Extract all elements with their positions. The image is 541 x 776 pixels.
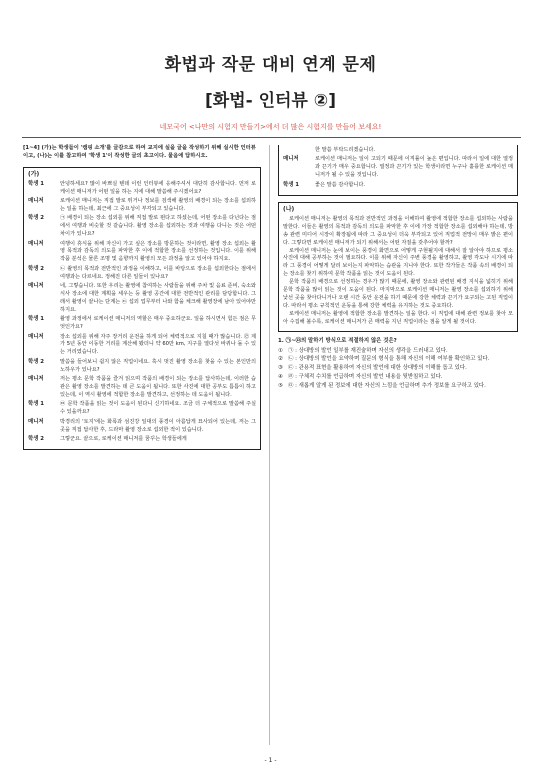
question-stem: 1. ㉠~㉤의 말하기 방식으로 적절하지 않은 것은? xyxy=(278,337,397,344)
answer-option[interactable] xyxy=(278,356,518,364)
column-divider xyxy=(269,145,270,745)
utterance-text: 안녕하세요? 많이 바쁘실 텐데 이런 인터뷰에 응해주셔서 대단히 감사합니다. 먼저 로케이션 매니저가 어떤 일을 하는 지에 대해 말씀해 주시겠어요? xyxy=(60,180,256,195)
speaker-label: 학생 2 xyxy=(28,358,45,365)
speaker-label: 학생 2 xyxy=(28,265,45,272)
interview-turns xyxy=(28,181,256,444)
interview-turns-continued xyxy=(283,147,513,190)
dialogue-turn xyxy=(28,283,256,315)
speaker-label xyxy=(283,147,315,155)
speaker-label: 매니저 xyxy=(28,376,44,383)
document-title: 화법과 작문 대비 연계 문제 xyxy=(164,55,377,75)
utterance-text: 장소 섭외를 위해 자주 장거리 운전을 하게 되어 체력적으로 지칠 때가 많습니다. ㉣ 제가 5년 동안 이동한 거리를 계산해 봤더니 약 60만 km, 지구를 열다섯 바퀴나 돌 수 있는 거리였습니다. xyxy=(60,333,256,356)
dialogue-turn xyxy=(28,266,256,282)
document-subtitle: [화법- 인터뷰 ②] xyxy=(205,91,336,111)
dialogue-turn xyxy=(283,147,513,155)
passage-ga-label: (가) xyxy=(28,170,40,178)
header-rule xyxy=(22,137,521,138)
instructions: [1~4] (가)는 학생들이 '캠핑 소개'를 글감으로 하여 교지에 실을 글을 작성하기 위해 실시한 인터뷰이고, (나)는 이를 참고하여 '학생 1'이 작성한 글의 초고이다. 물음에 답하시오. xyxy=(23,145,256,159)
option-text: ㉣ : 구체적 수치를 언급하며 자신의 발언 내용을 뒷받침하고 있다. xyxy=(288,374,443,381)
dialogue-turn xyxy=(28,241,256,265)
utterance-text: 촬영 과정에서 로케이션 매니저의 역할은 매우 중요하군요. 일을 하시면서 힘든 점은 무엇인가요? xyxy=(60,316,256,331)
utterance-text: 여행이 휴식을 위해 자신이 가고 싶은 장소를 방문하는 것이라면, 촬영 장소 섭외는 촬영 목적과 감독의 의도를 파악한 후 이에 적합한 장소를 선정하는 것입니다. 이를 위해 작품 분석은 물론 조명 및 음향까지 촬영의 모든 과정을 알고 있어야 하지요. xyxy=(60,240,256,263)
speaker-label: 학생 1 xyxy=(28,401,45,408)
answer-option[interactable] xyxy=(278,383,518,391)
dialogue-turn xyxy=(28,334,256,358)
speaker-label: 매니저 xyxy=(28,283,44,290)
answer-options xyxy=(278,348,518,392)
utterance-text: 저는 평소 문학 작품을 즐겨 읽으며 작품의 배경이 되는 장소를 답사하는데, 이러한 습관은 촬영 장소를 발견하는 데 큰 도움이 됩니다. 또한 사진에 대한 공부도 틈틈이 하고 있는데, 이 역시 촬영에 적합한 장소를 발견하고, 선정하는 데 도움이 됩니다. xyxy=(60,376,256,398)
speaker-label: 학생 1 xyxy=(283,181,300,188)
answer-option[interactable] xyxy=(278,365,518,373)
dialogue-turn xyxy=(283,156,513,180)
answer-option[interactable] xyxy=(278,348,518,356)
dialogue-turn xyxy=(283,182,513,190)
option-number: ③ xyxy=(278,365,283,372)
speaker-label: 학생 2 xyxy=(28,435,45,442)
passage-na-label: (나) xyxy=(283,206,295,214)
option-text: ㉠ : 상대방의 발언 일부를 재진술하며 자신의 생각을 드러내고 있다. xyxy=(288,347,448,354)
dialogue-turn xyxy=(28,316,256,332)
dialogue-turn xyxy=(28,359,256,375)
dialogue-turn xyxy=(28,436,256,444)
utterance-text: 네, 그렇습니다. 또한 우리는 촬영에 참여하는 사람들을 위해 주차 및 음료 준비, 숙소와 식사 장소에 대한 계획을 세우는 등 촬영 공간에 대한 전반적인 관리를 담당합니다. 그래서 촬영이 끝나는 단계는 ㉢ 섭외 업무부터 나와 함을 체크해 촬영장에 남아 있어야만 하지요. xyxy=(60,283,256,313)
essay-paragraph: 로케이션 매니저는 눈에 보이는 풍경이 화면으로 어떻게 구현될지에 대해서 잘 알아야 하므로 평소 사진에 대해 공부하는 것이 필요하다. 이를 위해 자신이 주변 풍경을 촬영하고, 촬영 각도나 시기에 따라 그 풍경이 어떻게 달리 보이는지 파악하는 습관을 지니야 한다. 또한 작가들은 작품 속의 배경이 되는 장소를 찾기 위하여 문학 작품을 읽는 것이 도움이 된다. xyxy=(283,247,513,278)
dialogue-turn xyxy=(28,215,256,239)
answer-option[interactable] xyxy=(278,374,518,382)
option-number: ⑤ xyxy=(278,383,283,390)
passage-ga-continued xyxy=(278,145,518,196)
dialogue-turn xyxy=(28,419,256,435)
option-number: ① xyxy=(278,347,283,354)
speaker-label: 학생 1 xyxy=(28,316,45,323)
essay-paragraph: 로케이션 매니저는 촬영에 적합한 장소를 발견하는 일을 한다. 이 직업에 대해 관련 정보를 찾아 모아 수집해 볼수록, 로케이션 매니저가 큰 매력을 지닌 직업이라는 점을 알게 될 것이다. xyxy=(283,310,513,325)
dialogue-turn xyxy=(28,198,256,214)
option-number: ④ xyxy=(278,374,283,381)
option-text: ㉡ : 상대방의 발언을 요약하며 질문의 형식을 통해 자신의 이해 여부를 확인하고 있다. xyxy=(288,356,490,363)
utterance-text: 좋은 말씀 감사합니다. xyxy=(315,181,366,188)
dialogue-turn xyxy=(28,376,256,400)
speaker-label: 매니저 xyxy=(28,418,44,425)
essay-paragraph: 로케이션 매니저는 촬영의 목적과 전반적인 과정을 이해하여 촬영에 적합한 장소를 섭외하는 사람을 말한다. 이들은 촬영의 목적과 감독의 의도를 파악한 후 이에 가장 적합한 장소를 섭외해야 하는데, 방송 관련 미디어 시장이 확장됨에 따라 그 중요성이 더욱 부각되고 있어 직업적 전망이 매우 밝은 편이다. 그렇다면 로케이션 매니저가 되기 위해서는 어떤 자질을 갖추어야 할까? xyxy=(283,215,513,246)
option-text: ㉢ : 관용적 표현을 활용하여 자신의 발언에 대한 상대방의 이해를 돕고 있다. xyxy=(288,365,467,372)
utterance-text: ㉡ 촬영의 목적과 전반적인 과정을 이해하고, 이를 바탕으로 장소를 섭외한다는 점에서 여행과는 다르네요. 정해진 다른 일들이 있나요? xyxy=(60,265,256,280)
passage-ga xyxy=(23,167,261,451)
essay-paragraph: 문학 작품의 배경으로 선정하는 경우가 많기 때문에, 촬영 장소와 관련된 배경 지식을 넓히기 위해 문학 작품을 많이 읽는 것이 도움이 된다. 마지막으로 로케이션 매니저는 촬영 장소를 섭외하기 위해 낯선 곳을 찾아다니거나 오랜 시간 동안 운전을 하기 때문에 강한 체력과 끈기가 요구되는 고된 직업이다. 따라서 평소 규칙적인 운동을 통해 강한 체력을 유지하는 것도 중요하다. xyxy=(283,279,513,309)
speaker-label: 학생 2 xyxy=(28,215,45,222)
utterance-text: 로케이션 매니저는 일이 고되기 때문에 이직률이 높은 편입니다. 따라서 일에 대한 열정과 끈기가 매우 중요합니다. 열정과 끈기가 있는 학생이라면 누구나 훌륭한 로케이션 매니저가 될 수 있을 것입니다. xyxy=(315,156,513,179)
speaker-label: 매니저 xyxy=(28,198,44,205)
essay-paragraphs xyxy=(283,216,513,327)
option-text: ㉤ : 새롭게 알게 된 정보에 대한 자신의 느낌을 언급하며 추가 정보를 요구하고 있다. xyxy=(288,383,486,390)
speaker-label: 매니저 xyxy=(283,156,299,163)
option-number: ② xyxy=(278,356,283,363)
utterance-text: ㉠ 배경이 되는 장소 섭외를 위해 직접 발로 뛴다고 하셨는데, 어떤 장소를 다닌다는 점에서 여행과 비슷할 것 같습니다. 촬영 장소를 섭외하는 것과 여행을 다니는 것은 어떤 차이가 있나요? xyxy=(60,215,256,238)
tagline: 네모국어 <나만의 시험지 만들기>에서 더 많은 시험지를 만들어 보세요! xyxy=(159,123,382,131)
page-number: - 1 - xyxy=(264,757,277,764)
passage-na xyxy=(278,202,518,332)
speaker-label: 학생 1 xyxy=(28,180,45,187)
speaker-label: 매니저 xyxy=(28,333,44,340)
utterance-text: 한 말씀 부탁드리겠습니다. xyxy=(315,147,376,153)
utterance-text: 그렇군요. 끝으로, 로케이션 매니저를 꿈꾸는 학생들에게 xyxy=(60,435,187,442)
utterance-text: 박경리의 '토지'에는 화폭과 섬진강 일대의 풍경이 아름답게 묘사되어 있는데, 저는 그곳을 직접 답사한 후, 드라마 촬영 장소로 섭외한 적이 있습니다. xyxy=(60,418,256,433)
utterance-text: 로케이션 매니저는 직접 발로 뛰거나 정보를 검색해 촬영의 배경이 되는 장소를 섭외하는 일을 하는데, 최근에 그 중요성이 부각되고 있습니다. xyxy=(60,198,256,212)
right-column xyxy=(278,145,518,392)
utterance-text: 말씀을 들어보니 쉽지 않은 직업이네요. 혹시 멋진 촬영 장소를 찾을 수 있는 본인만의 노하우가 있나요? xyxy=(60,358,256,373)
left-column xyxy=(23,145,261,450)
question-1 xyxy=(278,338,518,391)
dialogue-turn xyxy=(28,401,256,417)
speaker-label: 매니저 xyxy=(28,240,44,247)
dialogue-turn xyxy=(28,181,256,197)
utterance-text: ㉤ 문학 작품을 읽는 것이 도움이 된다니 신기하네요. 조금 더 구체적으로 말씀해 주실 수 있을까요? xyxy=(60,401,256,416)
